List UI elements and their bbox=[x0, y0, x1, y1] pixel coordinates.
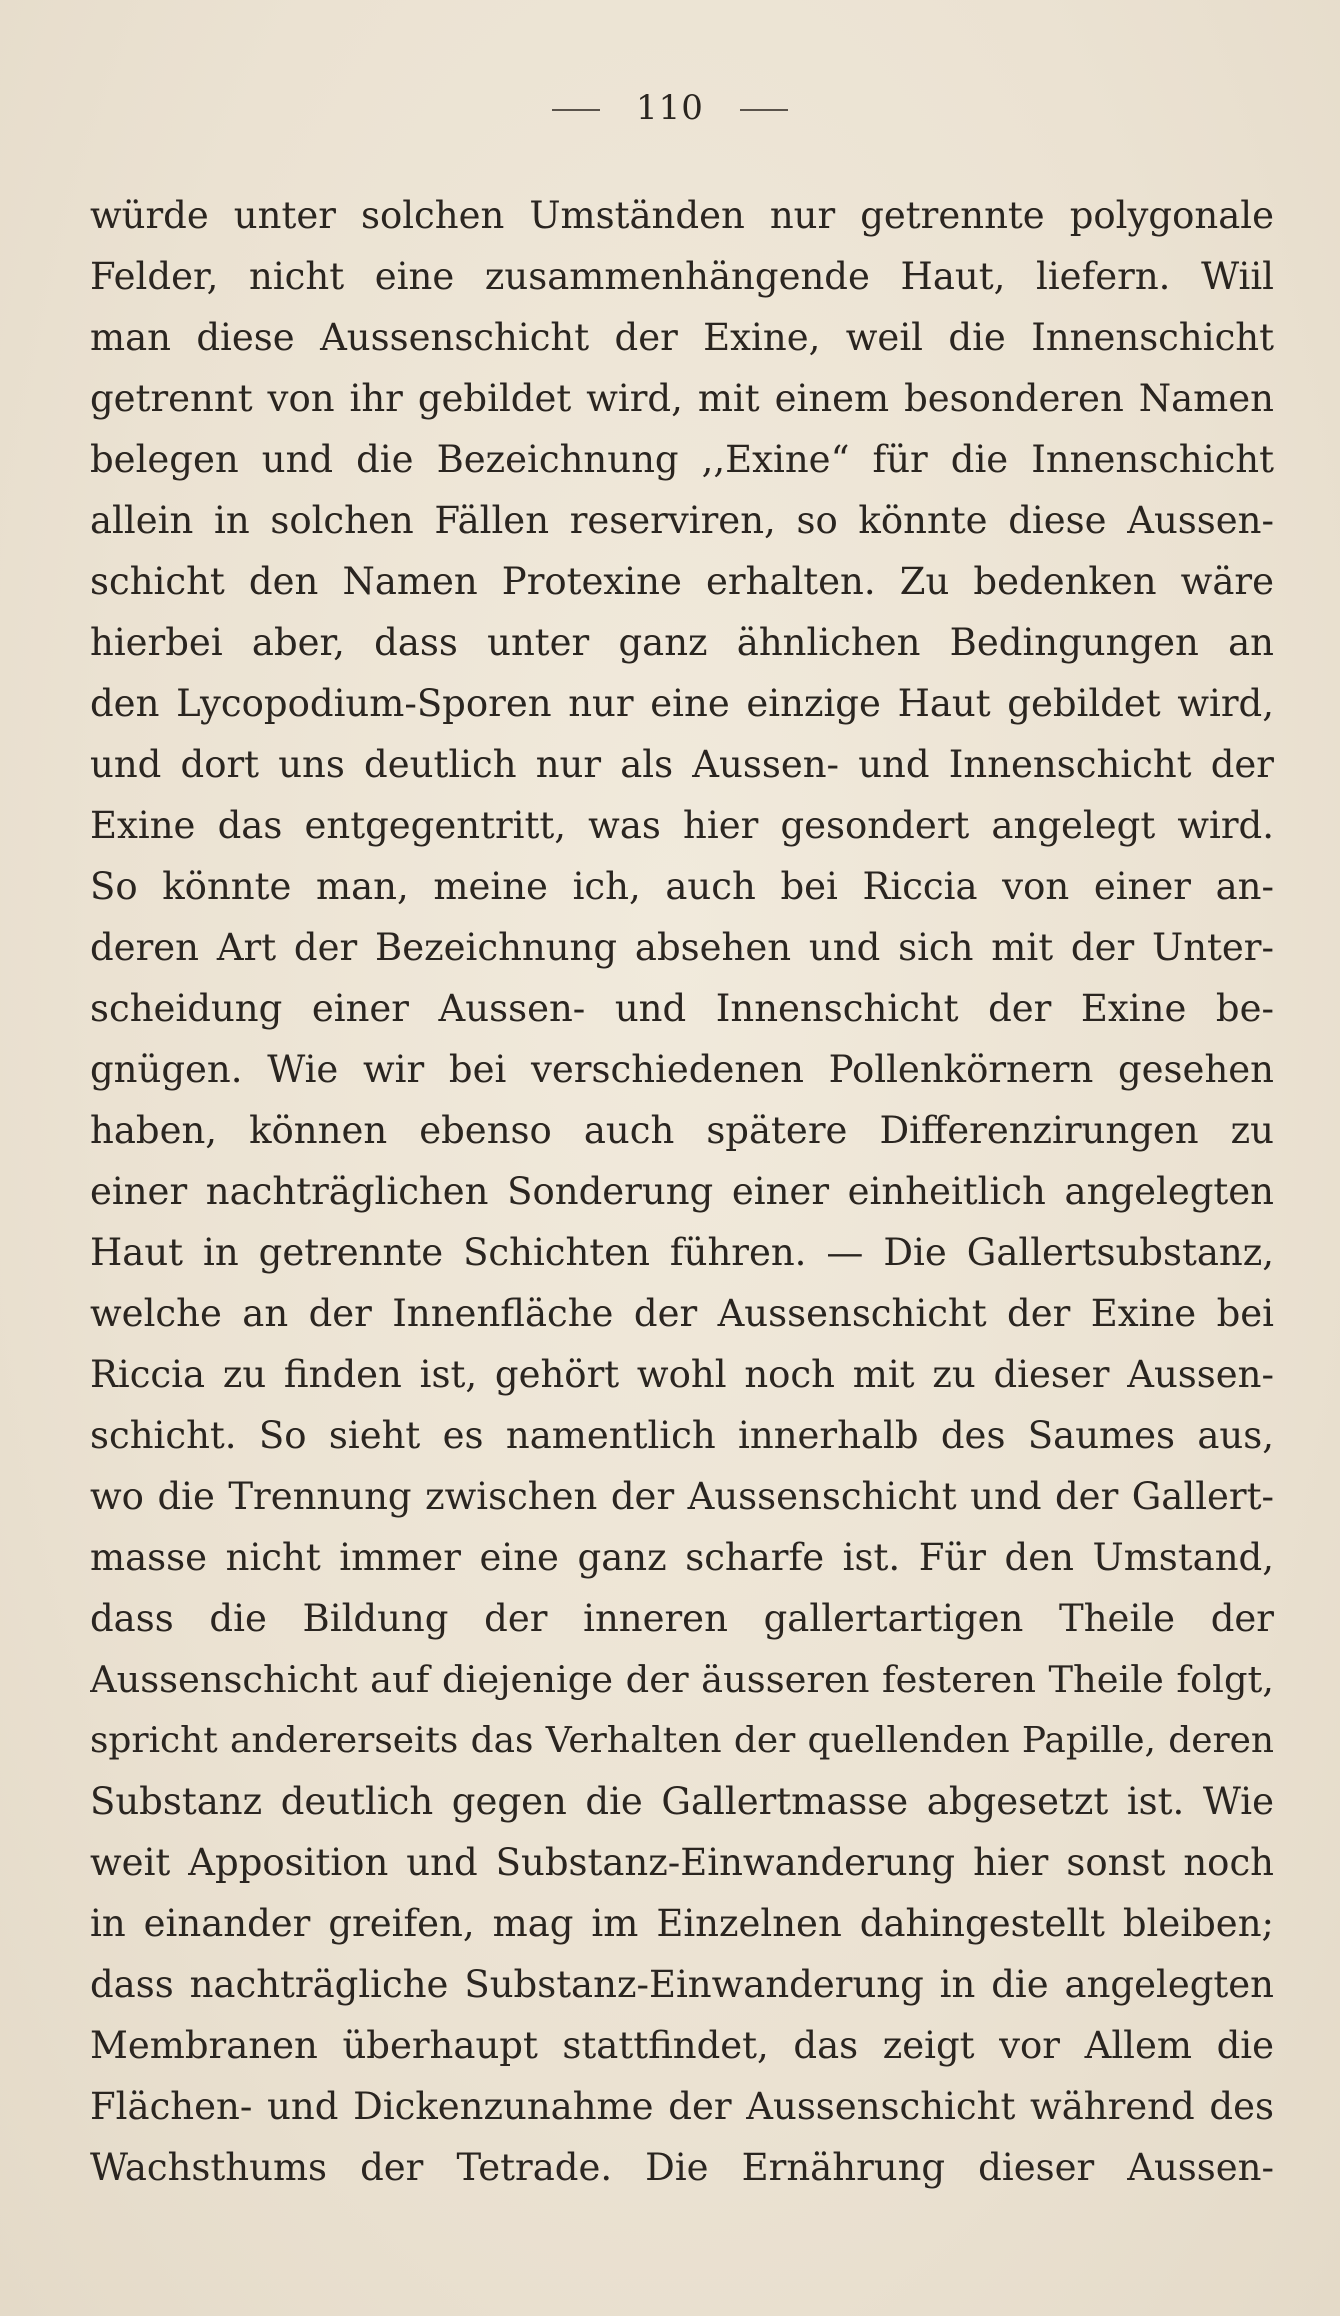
text-line: Substanz deutlich gegen die Gallertmasse abgesetzt ist. Wie bbox=[90, 1780, 1274, 1823]
text-line: Flächen- und Dickenzunahme der Aussenschicht während des bbox=[90, 2085, 1274, 2128]
right-dash bbox=[740, 109, 788, 111]
text-line: belegen und die Bezeichnung ,,Exine“ für die Innenschicht bbox=[90, 438, 1274, 481]
text-line: haben, können ebenso auch spätere Differenzirungen zu bbox=[90, 1109, 1274, 1152]
text-line: schicht den Namen Protexine erhalten. Zu bedenken wäre bbox=[90, 560, 1274, 603]
page-header bbox=[0, 88, 1340, 128]
text-line: würde unter solchen Umständen nur getrennte polygonale bbox=[90, 194, 1274, 237]
text-line: man diese Aussenschicht der Exine, weil die Innenschicht bbox=[90, 316, 1274, 359]
left-dash bbox=[552, 109, 600, 111]
text-line: welche an der Innenfläche der Aussenschicht der Exine bei bbox=[90, 1292, 1274, 1335]
text-line: scheidung einer Aussen- und Innenschicht der Exine be- bbox=[90, 987, 1274, 1030]
text-line: So könnte man, meine ich, auch bei Riccia von einer an- bbox=[90, 865, 1274, 908]
text-line: in einander greifen, mag im Einzelnen dahingestellt bleiben; bbox=[90, 1902, 1274, 1945]
text-line: Felder, nicht eine zusammenhängende Haut, liefern. Wiil bbox=[90, 255, 1274, 298]
text-line: masse nicht immer eine ganz scharfe ist. Für den Umstand, bbox=[90, 1536, 1274, 1579]
text-line: allein in solchen Fällen reserviren, so könnte diese Aussen- bbox=[90, 499, 1274, 542]
text-line: Exine das entgegentritt, was hier gesondert angelegt wird. bbox=[90, 804, 1274, 847]
text-line: dass die Bildung der inneren gallertartigen Theile der bbox=[90, 1597, 1274, 1640]
text-line: gnügen. Wie wir bei verschiedenen Pollenkörnern gesehen bbox=[90, 1048, 1274, 1091]
text-line: weit Apposition und Substanz-Einwanderung hier sonst noch bbox=[90, 1841, 1274, 1884]
text-line: wo die Trennung zwischen der Aussenschicht und der Gallert- bbox=[90, 1475, 1274, 1518]
text-line: Aussenschicht auf diejenige der äusseren festeren Theile folgt, bbox=[90, 1658, 1274, 1701]
text-line: Riccia zu finden ist, gehört wohl noch mit zu dieser Aussen- bbox=[90, 1353, 1274, 1396]
text-line: getrennt von ihr gebildet wird, mit einem besonderen Namen bbox=[90, 377, 1274, 420]
text-line: den Lycopodium-Sporen nur eine einzige Haut gebildet wird, bbox=[90, 682, 1274, 725]
text-line: Membranen überhaupt stattfindet, das zeigt vor Allem die bbox=[90, 2024, 1274, 2067]
text-line: und dort uns deutlich nur als Aussen- und Innenschicht der bbox=[90, 743, 1274, 786]
page-number: 110 bbox=[636, 88, 704, 128]
text-line: Haut in getrennte Schichten führen. — Die Gallertsubstanz, bbox=[90, 1231, 1274, 1274]
text-line: einer nachträglichen Sonderung einer einheitlich angelegten bbox=[90, 1170, 1274, 1213]
body-text bbox=[90, 185, 1274, 2198]
text-line: schicht. So sieht es namentlich innerhalb des Saumes aus, bbox=[90, 1414, 1274, 1457]
text-line: hierbei aber, dass unter ganz ähnlichen Bedingungen an bbox=[90, 621, 1274, 664]
text-line: spricht andererseits das Verhalten der quellenden Papille, deren bbox=[90, 1720, 1274, 1761]
text-line: deren Art der Bezeichnung absehen und sich mit der Unter- bbox=[90, 926, 1274, 969]
text-line: dass nachträgliche Substanz-Einwanderung in die angelegten bbox=[90, 1963, 1274, 2006]
text-line: Wachsthums der Tetrade. Die Ernährung dieser Aussen- bbox=[90, 2146, 1274, 2189]
